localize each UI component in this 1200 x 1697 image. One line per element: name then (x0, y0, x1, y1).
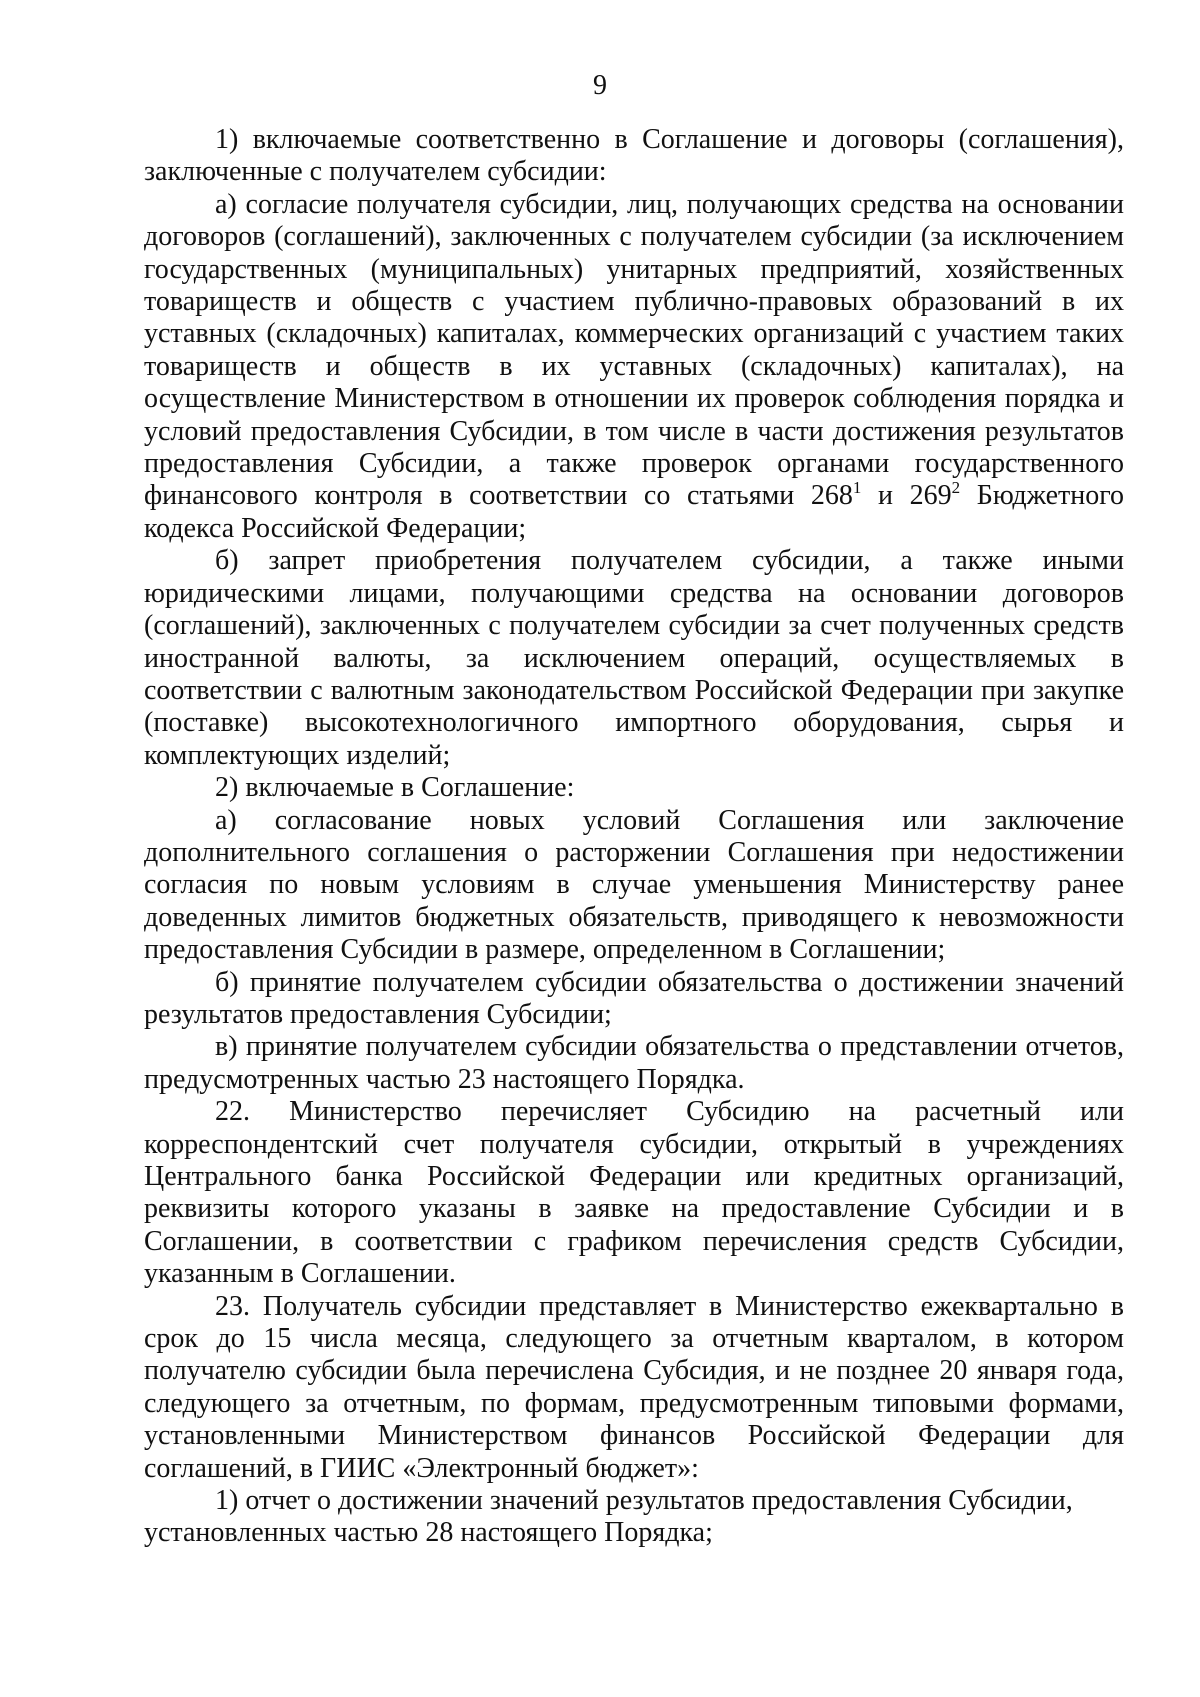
superscript-2: 2 (951, 478, 961, 498)
paragraph-1b-prohibition: б) запрет приобретения получателем субсидии, а также иными юридическими лицами, получающими средства на основании договоров (соглашений), заключенных с получателем субсидии за счет полученных средств иностранной валюты, за исключением операций, осуществляемых в соответствии с валютным законодательством Российской Федерации при закупке (поставке) высокотехнологичного импортного оборудования, сырья и комплектующих изделий; (144, 545, 1124, 771)
paragraph-text: Бюджетного кодекса Российской Федерации; (144, 480, 1124, 544)
paragraph-text: и 269 (861, 480, 952, 512)
paragraph-23-1-report: 1) отчет о достижении значений результатов предоставления Субсидии, установленных частью 28 настоящего Порядка; (144, 1485, 1073, 1549)
page-number: 9 (593, 70, 607, 101)
paragraph-23-reporting: 23. Получатель субсидии представляет в Министерство ежеквартально в срок до 15 числа месяца, следующего за отчетным кварталом, в котором получателю субсидии была перечислена Субсидия, и не позднее 20 января года, следующего за отчетным, по формам, предусмотренным типовыми формами, установленными Министерством финансов Российской Федерации для соглашений, в ГИИС «Электронный бюджет»: (144, 1290, 1124, 1484)
paragraph-2c-reports: в) принятие получателем субсидии обязательства о представлении отчетов, предусмотренных частью 23 настоящего Порядка. (144, 1031, 1124, 1095)
paragraph-2b-obligation: б) принятие получателем субсидии обязательства о достижении значений результатов предоставления Субсидии; (144, 966, 1124, 1030)
paragraph-text: а) согласие получателя субсидии, лиц, получающих средства на основании договоров (соглашений), заключенных с получателем субсидии (за исключением государственных (муниципальных) унитарных предприятий, хозяйственных товариществ и обществ с участием публично-правовых образований в их уставных (складочных) капиталах, коммерческих организаций с участием таких товариществ и обществ в их уставных (складочных) капиталах), на осуществление Министерством в отношении их проверок соблюдения порядка и условий предоставления Субсидии, в том числе в части достижения результатов предоставления Субсидии, а также проверок органами государственного финансового контроля в соответствии со статьями 268 (144, 188, 1124, 512)
paragraph-2a-approval: а) согласование новых условий Соглашения или заключение дополнительного соглашения о расторжении Соглашения при недостижении согласия по новым условиям в случае уменьшения Министерству ранее доведенных лимитов бюджетных обязательств, приводящего к невозможности предоставления Субсидии в размере, определенном в Соглашении; (144, 804, 1124, 966)
document-body (144, 124, 1124, 1550)
paragraph-1a-consent (144, 189, 1124, 545)
superscript-1: 1 (852, 478, 862, 498)
paragraph-2-item: 2) включаемые в Соглашение: (215, 772, 575, 804)
paragraph-1-item-1: 1) включаемые соответственно в Соглашение и договоры (соглашения), заключенные с получателем субсидии: (144, 124, 1124, 188)
paragraph-22-transfer: 22. Министерство перечисляет Субсидию на расчетный или корреспондентский счет получателя субсидии, открытый в учреждениях Центрального банка Российской Федерации или кредитных организаций, реквизиты которого указаны в заявке на предоставление Субсидии и в Соглашении, в соответствии с графиком перечисления средств Субсидии, указанным в Соглашении. (144, 1096, 1124, 1290)
